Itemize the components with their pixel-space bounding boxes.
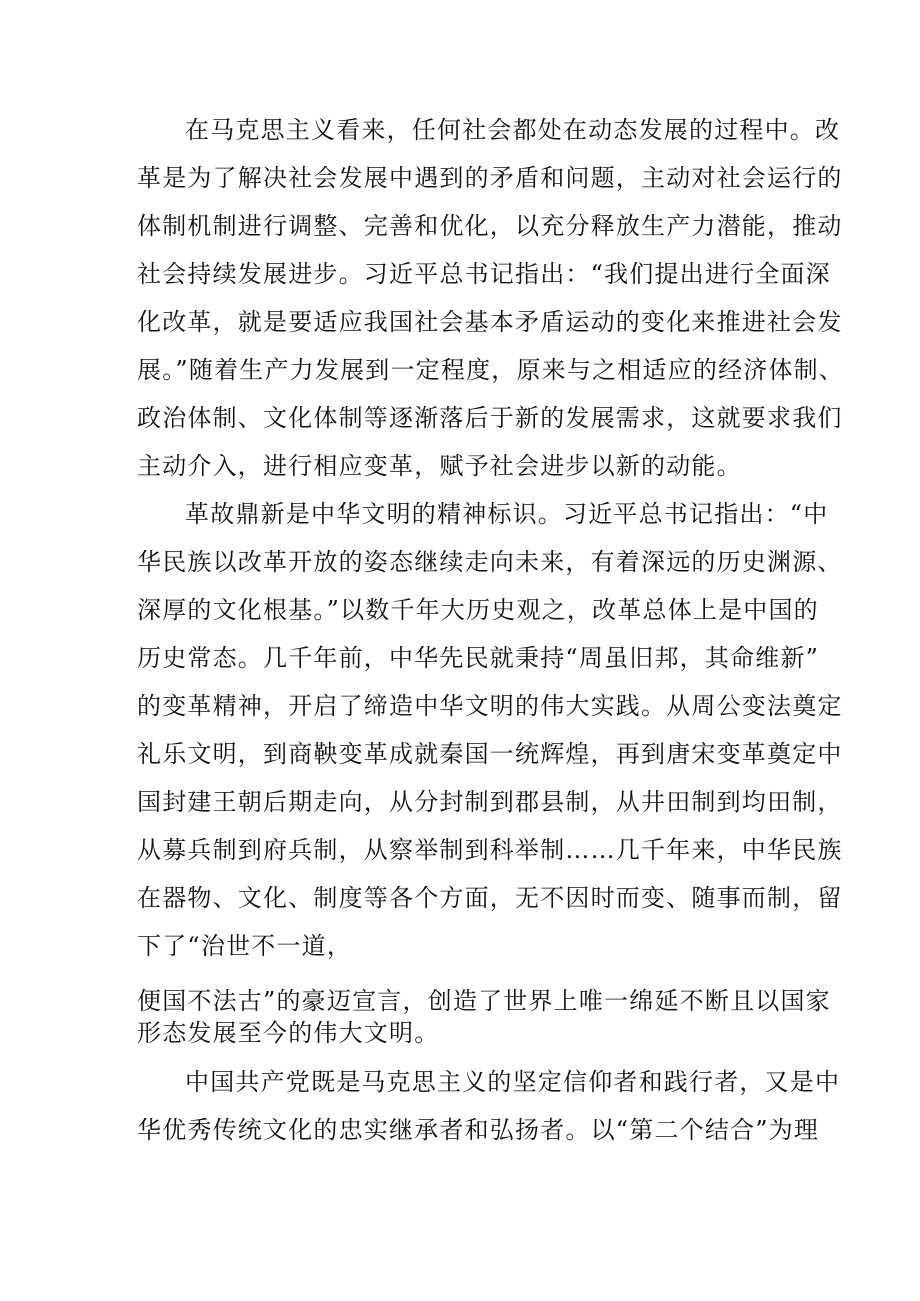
paragraph-2-line-10: 下了“治世不一道， [137,932,353,960]
paragraph-1-line-3: 体制机制进行调整、完善和优化，以充分释放生产力潜能，推动 [137,212,843,240]
paragraph-1-line-7: 政治体制、文化体制等逐渐落后于新的发展需求，这就要求我们 [137,404,843,432]
paragraph-2-line-5: 的变革精神，开启了缔造中华文明的伟大实践。从周公变法奠定 [137,692,843,720]
paragraph-2-line-3: 深厚的文化根基。”以数千年大历史观之，改革总体上是中国的 [137,596,819,624]
paragraph-2-line-2: 华民族以改革开放的姿态继续走向未来，有着深远的历史渊源、 [137,548,843,576]
paragraph-1-line-2: 革是为了解决社会发展中遇到的矛盾和问题，主动对社会运行的 [137,164,843,192]
paragraph-1-line-4: 社会持续发展进步。习近平总书记指出：“我们提出进行全面深 [137,260,831,288]
paragraph-2-line-4: 历史常态。几千年前，中华先民就秉持“周虽旧邦，其命维新” [137,644,820,672]
paragraph-1-line-8: 主动介入，进行相应变革，赋予社会进步以新的动能。 [137,452,742,480]
paragraph-3-line-2: 华优秀传统文化的忠实继承者和弘扬者。以“第二个结合”为理 [137,1116,820,1144]
paragraph-2-line-7: 国封建王朝后期走向，从分封制到郡县制，从井田制到均田制， [137,788,843,816]
paragraph-2-line-1: 革故鼎新是中华文明的精神标识。习近平总书记指出：“中 [185,500,829,528]
paragraph-2-line-9: 在器物、文化、制度等各个方面，无不因时而变、随事而制，留 [137,884,843,912]
paragraph-3-line-1: 中国共产党既是马克思主义的坚定信仰者和践行者，又是中 [185,1068,841,1096]
paragraph-2-line-8: 从募兵制到府兵制，从察举制到科举制……几千年来，中华民族 [137,836,843,864]
paragraph-1-line-6: 展。”随着生产力发展到一定程度，原来与之相适应的经济体制、 [137,356,845,384]
paragraph-1-line-1: 在马克思主义看来，任何社会都处在动态发展的过程中。改 [185,116,841,144]
paragraph-2-line-6: 礼乐文明，到商鞅变革成就秦国一统辉煌，再到唐宋变革奠定中 [137,740,843,768]
paragraph-2-line-11: 便国不法古”的豪迈宣言，创造了世界上唯一绵延不断且以国家 [137,987,831,1015]
paragraph-2-line-12: 形态发展至今的伟大文明。 [137,1019,440,1047]
paragraph-1-line-5: 化改革，就是要适应我国社会基本矛盾运动的变化来推进社会发 [137,308,843,336]
